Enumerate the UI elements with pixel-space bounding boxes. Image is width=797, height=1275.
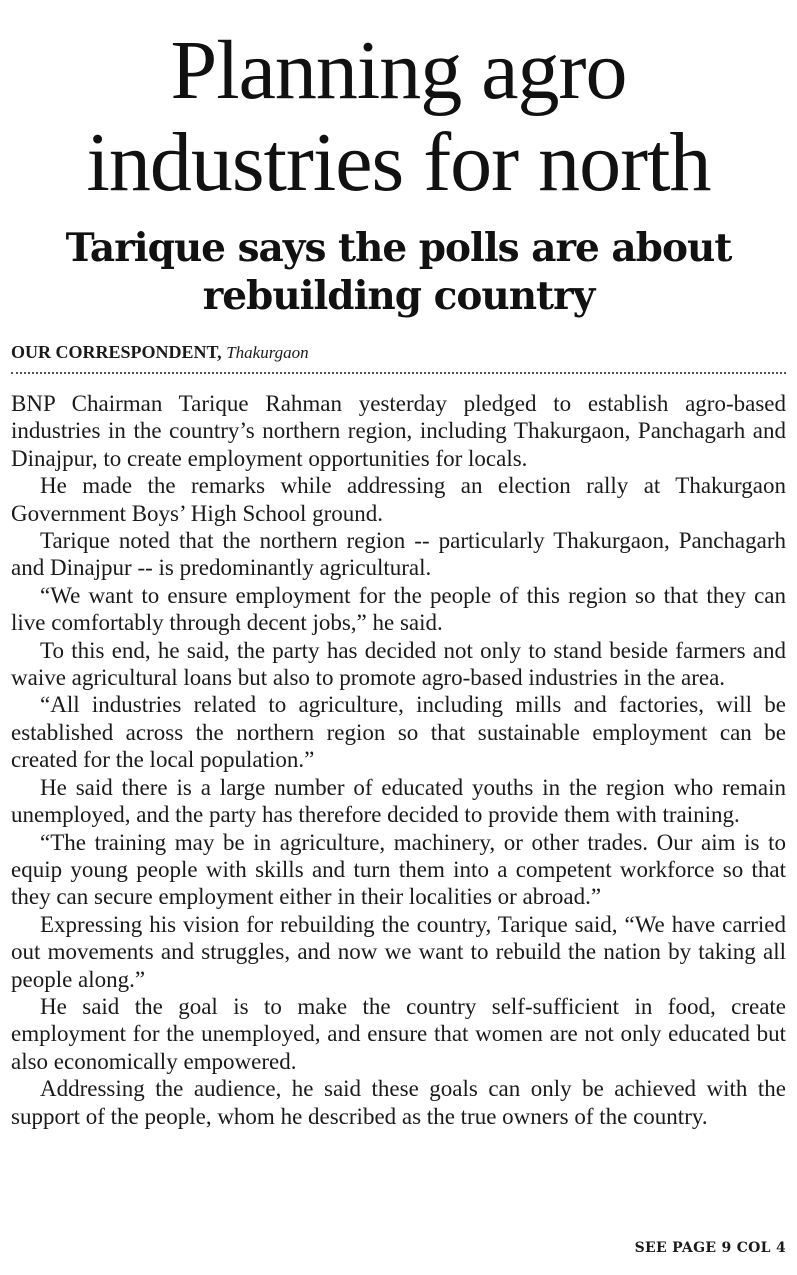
headline-line-1: Planning agro (170, 24, 627, 117)
paragraph-5: To this end, he said, the party has decided not only to stand beside farmers and waive agricultural loans but also to promote agro-based industries in the area. (11, 637, 786, 691)
paragraph-2: He made the remarks while addressing an election rally at Thakurgaon Government Boys’ High School ground. (11, 473, 786, 526)
byline (11, 341, 786, 364)
headline (11, 25, 786, 209)
byline-author: OUR CORRESPONDENT, (11, 342, 222, 362)
subheadline-line-2: rebuilding country (202, 273, 595, 319)
article (11, 0, 786, 1130)
paragraph-8: “The training may be in agriculture, machinery, or other trades. Our aim is to equip young people with skills and turn them into a competent workforce so that they can secure employment either in their localities or abroad.” (11, 829, 786, 910)
subheadline (11, 224, 786, 320)
headline-line-2: industries for north (86, 116, 711, 209)
subheadline-line-1: Tarique says the polls are about (65, 225, 732, 271)
article-body (11, 390, 786, 1130)
paragraph-4: “We want to ensure employment for the people of this region so that they can live comfortably through decent jobs,” he said. (11, 582, 786, 636)
paragraph-6: “All industries related to agriculture, including mills and factories, will be established across the northern region so that sustainable employment can be created for the local population.” (11, 692, 786, 773)
paragraph-9: Expressing his vision for rebuilding the country, Tarique said, “We have carried out movements and struggles, and now we want to rebuild the nation by taking all people along.” (11, 911, 786, 992)
dotted-divider (11, 372, 786, 374)
continuation-jump-line: SEE PAGE 9 COL 4 (634, 1240, 786, 1256)
paragraph-10: He said the goal is to make the country self-sufficient in food, create employment for the unemployed, and ensure that women are not only educated but also economically empowered. (11, 993, 786, 1074)
paragraph-3: Tarique noted that the northern region -- particularly Thakurgaon, Panchagarh and Dinajpur -- is predominantly agricultural. (11, 528, 786, 581)
paragraph-1: BNP Chairman Tarique Rahman yesterday pledged to establish agro-based industries in the country’s northern region, including Thakurgaon, Panchagarh and Dinajpur, to create employment opportunities for locals. (11, 391, 786, 471)
byline-location: Thakurgaon (226, 343, 309, 362)
paragraph-7: He said there is a large number of educated youths in the region who remain unemployed, and the party has therefore decided to provide them with training. (11, 774, 786, 828)
paragraph-11: Addressing the audience, he said these goals can only be achieved with the support of the people, whom he described as the true owners of the country. (11, 1076, 786, 1129)
